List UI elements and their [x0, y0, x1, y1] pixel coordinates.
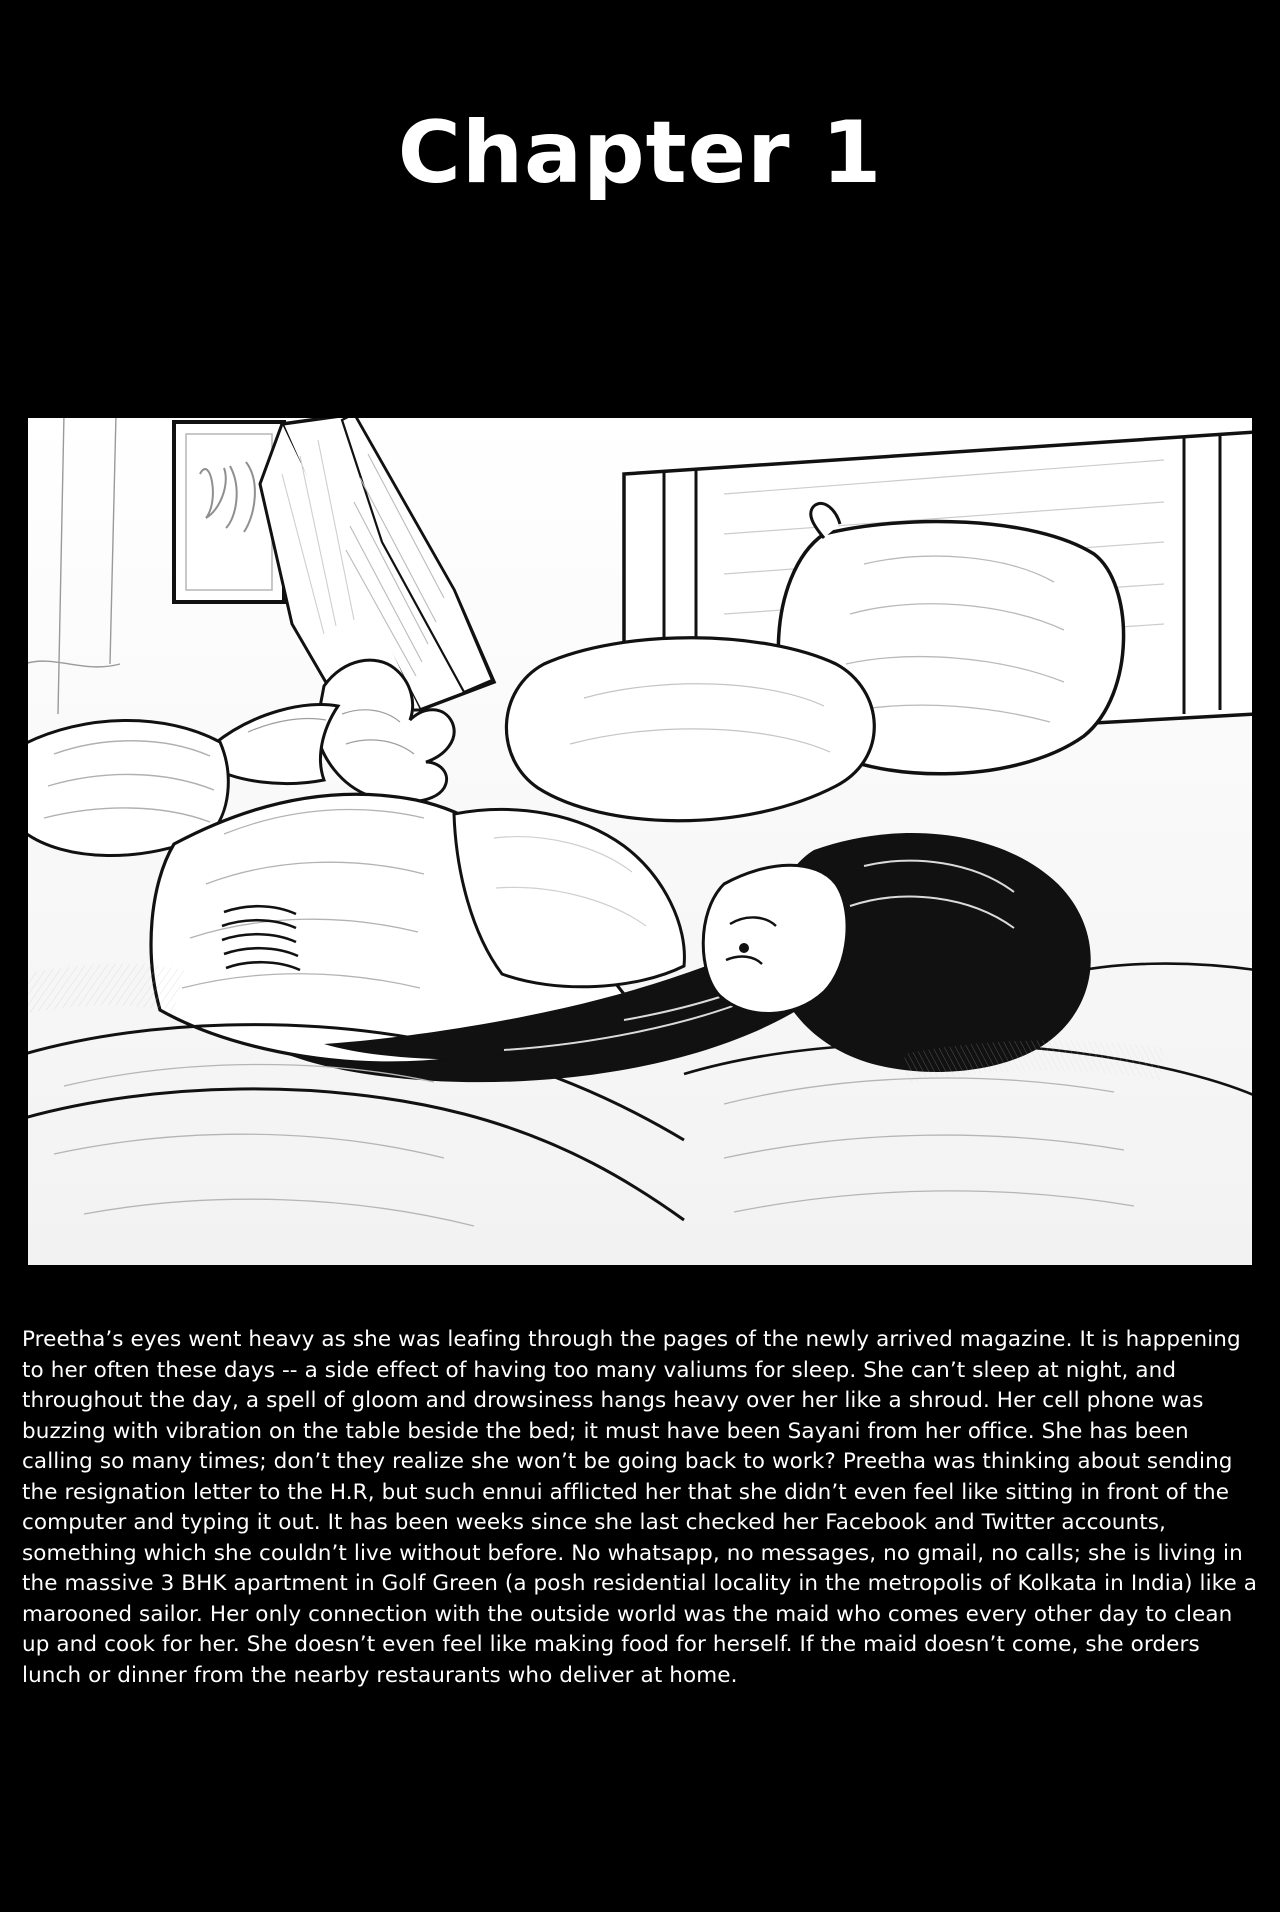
narration-paragraph: Preetha’s eyes went heavy as she was leafing through the pages of the newly arrived magazine. It is happening to her often these days -- a side effect of having too many valiums for sleep. She can’t sleep at night, and throughout the day, a spell of gloom and drowsiness hangs heavy over her like a shroud. Her cell phone was buzzing with vibration on the table beside the bed; it must have been Sayani from her office. She has been calling so many times; don’t they realize she won’t be going back to work? Preetha was thinking about sending the resignation letter to the H.R, but such ennui afflicted her that she didn’t even feel like sitting in front of the computer and typing it out. It has been weeks since she last checked her Facebook and Twitter accounts, something which she couldn’t live without before. No whatsapp, no messages, no gmail, no calls; she is living in the massive 3 BHK apartment in Golf Green (a posh residential locality in the metropolis of Kolkata in India) like a marooned sailor. Her only connection with the outside world was the maid who comes every other day to clean up and cook for her. She doesn’t even feel like making food for herself. If the maid doesn’t come, she orders lunch or dinner from the nearby restaurants who deliver at home. — [22, 1327, 1257, 1688]
comic-panel — [24, 414, 1256, 1269]
page-title: Chapter 1 — [397, 103, 883, 203]
narration-text — [22, 1325, 1262, 1691]
